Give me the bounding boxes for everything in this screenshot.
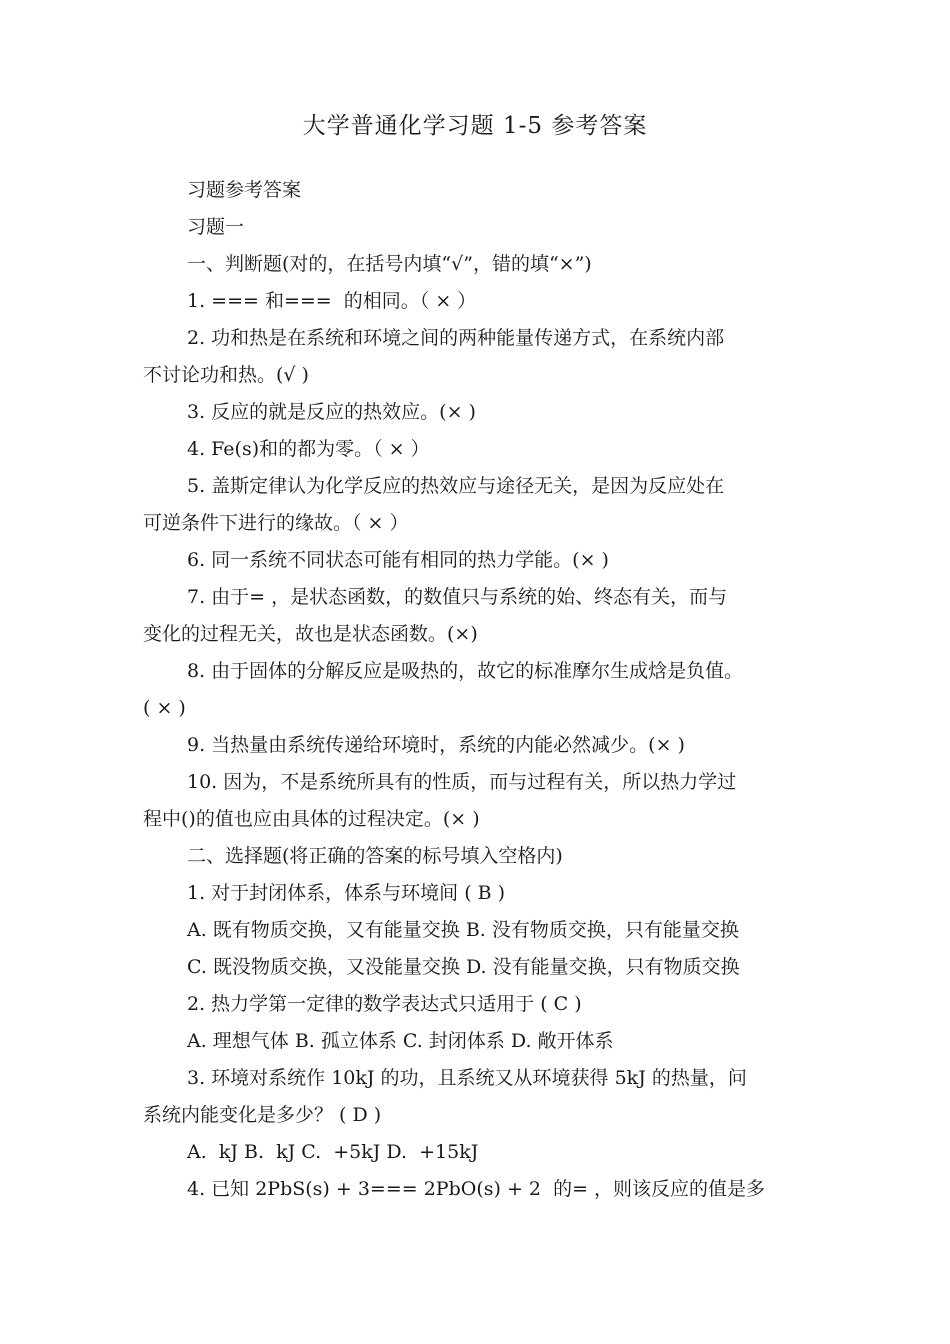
text-line: 系统内能变化是多少？ ( D ) — [143, 1104, 382, 1126]
text-line: 习题参考答案 — [187, 179, 302, 201]
text-line: 3. 反应的就是反应的热效应。(× ) — [187, 401, 476, 423]
text-line: A. 既有物质交换，又有能量交换 B. 没有物质交换，只有能量交换 — [187, 919, 739, 941]
text-line: 8. 由于固体的分解反应是吸热的，故它的标准摩尔生成焓是负值。 — [187, 660, 744, 682]
text-line: 9. 当热量由系统传递给环境时，系统的内能必然减少。(× ) — [187, 734, 685, 756]
document-title: 大学普通化学习题 1-5 参考答案 — [302, 113, 648, 139]
text-line: 不讨论功和热。(√ ) — [143, 364, 309, 386]
text-line: ( × ) — [143, 697, 186, 719]
text-line: A. 理想气体 B. 孤立体系 C. 封闭体系 D. 敞开体系 — [187, 1030, 614, 1052]
text-line: 3. 环境对系统作 10kJ 的功，且系统又从环境获得 5kJ 的热量，问 — [187, 1067, 747, 1089]
text-line: 2. 功和热是在系统和环境之间的两种能量传递方式，在系统内部 — [187, 327, 725, 349]
text-line: 6. 同一系统不同状态可能有相同的热力学能。(× ) — [187, 549, 609, 571]
text-line: 10. 因为，不是系统所具有的性质，而与过程有关，所以热力学过 — [187, 771, 737, 793]
document-body — [143, 172, 823, 1208]
text-line: 可逆条件下进行的缘故。（ × ） — [143, 512, 409, 534]
text-line: 程中()的值也应由具体的过程决定。(× ) — [143, 808, 480, 830]
text-line: 5. 盖斯定律认为化学反应的热效应与途径无关，是因为反应处在 — [187, 475, 725, 497]
text-line: 7. 由于= ，是状态函数，的数值只与系统的始、终态有关，而与 — [187, 586, 728, 608]
text-line: 2. 热力学第一定律的数学表达式只适用于 ( C ) — [187, 993, 582, 1015]
text-line: 1. 对于封闭体系，体系与环境间 ( B ) — [187, 882, 506, 904]
text-line: 习题一 — [187, 216, 245, 238]
text-line: 二、选择题(将正确的答案的标号填入空格内) — [187, 845, 563, 867]
text-line: 4. 已知 2PbS(s) + 3=== 2PbO(s) + 2 的= ，则该反应的值是多 — [187, 1178, 766, 1200]
text-line: 一、判断题(对的，在括号内填“√”，错的填“×”) — [187, 253, 592, 275]
text-line: 1. === 和=== 的相同。（ × ） — [187, 290, 477, 312]
text-line: C. 既没物质交换，又没能量交换 D. 没有能量交换，只有物质交换 — [187, 956, 740, 978]
text-line: 4. Fe(s)和的都为零。（ × ） — [187, 438, 430, 460]
text-line: 变化的过程无关，故也是状态函数。(×) — [143, 623, 478, 645]
text-line: A. kJ B. kJ C. +5kJ D. +15kJ — [187, 1141, 479, 1163]
